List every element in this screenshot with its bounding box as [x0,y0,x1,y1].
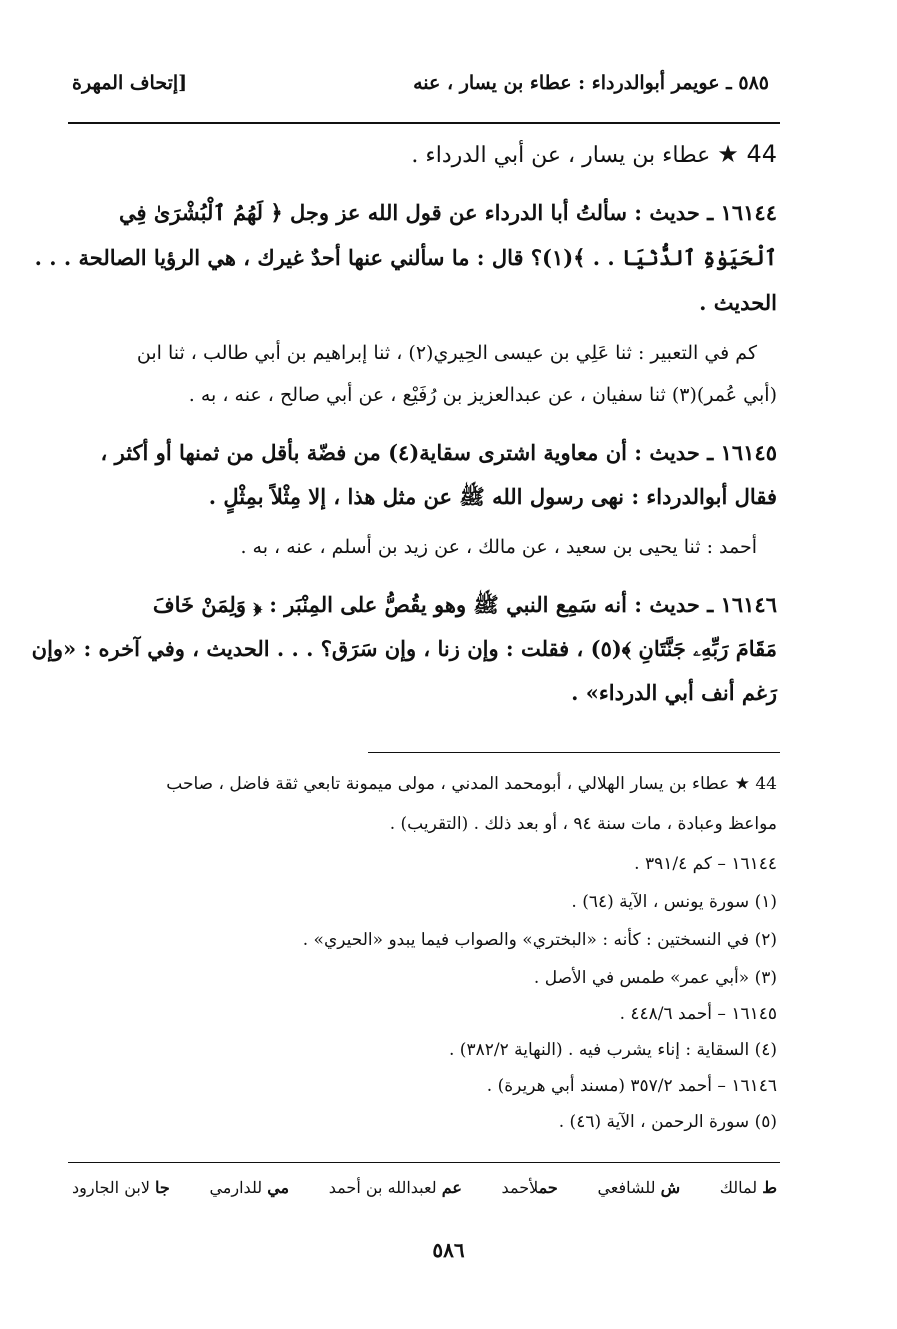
hadith-16146-line-2: مَقَامَ رَبِّهِۦ جَنَّتَانِ ﴾(٥) ، فقلت : وإن زنا ، وإن سَرَق؟ . . . الحديث ، وفي آخره : «وإن [31,636,777,661]
footnote-item: ١٦١٤٤ – كم ٣٩١/٤ . [634,854,777,874]
abbr-item: جا لابن الجارود [72,1178,170,1197]
header-rule [68,122,780,124]
hadith-16146-line-1: ١٦١٤٦ ـ حديث : أنه سَمِع النبي ﷺ وهو يقُصُّ على المِنْبَر : ﴿ وَلِمَنْ خَافَ [152,592,777,617]
abbr-item: مي للدارمي [209,1178,290,1197]
hadith-16144-line-1: ١٦١٤٤ ـ حديث : سألتُ أبا الدرداء عن قول الله عز وجل ﴿ لَهُمُ ٱلْبُشْرَىٰ فِي [119,200,777,225]
footnote-item: (٢) في النسختين : كأنه : «البختري» والصواب فيما يبدو «الحيري» . [302,930,777,950]
hadith-16146-line-3: رَغم أنف أبي الدرداء» . [571,680,777,705]
hadith-16145-line-1: ١٦١٤٥ ـ حديث : أن معاوية اشترى سقاية(٤) من فضّة بأقل من ثمنها أو أكثر ، [100,440,777,465]
footnote-rule [368,752,780,753]
abbr-item: عم لعبدالله بن أحمد [328,1178,462,1197]
footnote-item: (٥) سورة الرحمن ، الآية (٤٦) . [558,1112,777,1132]
abbr-item: ش للشافعي [597,1178,681,1197]
section-title: عطاء بن يسار ، عن أبي الدرداء . [411,143,711,168]
section-marker: 44 ★ [717,140,777,168]
hadith-16144-line-3: الحديث . [699,290,777,315]
section-heading [411,140,777,168]
abbr-item: ط لمالك [719,1178,777,1197]
abbreviations-rule [68,1162,780,1163]
footnote-bio-line-1: 44 ★ عطاء بن يسار الهلالي ، أبومحمد المدني ، مولى ميمونة تابعي ثقة فاضل ، صاحب [166,774,777,794]
hadith-16144-source-2: (أبي عُمر)(٣) ثنا سفيان ، عن عبدالعزيز بن رُفَيْع ، عن أبي صالح ، عنه ، به . [188,384,777,406]
hadith-16145-source: أحمد : ثنا يحيى بن سعيد ، عن مالك ، عن زيد بن أسلم ، عنه ، به . [240,536,757,558]
abbr-item: حملأحمد [501,1178,558,1197]
hadith-16144-line-2: ٱلْحَيَوٰةِ ٱلدُّنْيَا . . ﴾(١)؟ قال : ما سألني عنها أحدٌ غيرك ، هي الرؤيا الصالحة . . . [34,245,777,270]
footnote-item: (٣) «أبي عمر» طمس في الأصل . [533,968,777,988]
footnote-bio-line-2: مواعظ وعبادة ، مات سنة ٩٤ ، أو بعد ذلك . (التقريب) . [389,814,777,834]
footnote-item: (١) سورة يونس ، الآية (٦٤) . [571,892,777,912]
footnote-item: (٤) السقاية : إناء يشرب فيه . (النهاية ٣٨٢/٢) . [449,1040,777,1060]
footnote-item: ١٦١٤٥ – أحمد ٤٤٨/٦ . [619,1004,777,1024]
running-header-title: ٥٨٥ ـ عويمر أبوالدرداء : عطاء بن يسار ، عنه [413,72,769,94]
hadith-16145-line-2: فقال أبوالدرداء : نهى رسول الله ﷺ عن مثل هذا ، إلا مِثْلاً بمِثْلٍ . [208,484,777,509]
hadith-16144-source-1: كم في التعبير : ثنا عَلِي بن عيسى الحِيري(٢) ، ثنا إبراهيم بن أبي طالب ، ثنا ابن [136,342,757,364]
abbreviations-key [72,1178,777,1197]
page-number: ٥٨٦ [432,1238,465,1262]
footnote-item: ١٦١٤٦ – أحمد ٣٥٧/٢ (مسند أبي هريرة) . [486,1076,777,1096]
running-header-book: [إتحاف المهرة [72,72,188,94]
